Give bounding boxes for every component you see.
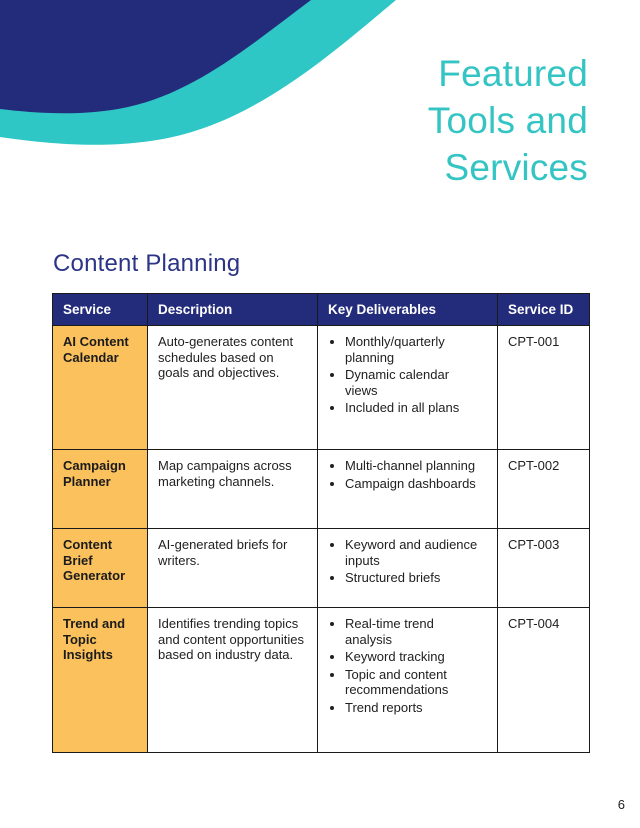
deliverables-list: [328, 334, 487, 416]
column-header-service-id: Service ID: [498, 294, 590, 326]
deliverables-list: [328, 458, 487, 491]
service-name-cell: Campaign Planner: [53, 450, 148, 529]
page-title-line: Tools and: [427, 100, 588, 141]
deliverable-item: • Dynamic calendar views: [345, 367, 487, 398]
deliverables-cell: [318, 608, 498, 753]
column-header-description: Description: [148, 294, 318, 326]
deliverable-item: • Trend reports: [345, 700, 487, 716]
description-cell: Auto-generates content schedules based on goals and objectives.: [148, 326, 318, 450]
service-name-cell: Trend and Topic Insights: [53, 608, 148, 753]
description-cell: AI-generated briefs for writers.: [148, 529, 318, 608]
deliverable-item: • Real-time trend analysis: [345, 616, 487, 647]
deliverable-item: • Structured briefs: [345, 570, 487, 586]
table-row: [53, 529, 590, 608]
deliverable-item: • Monthly/quarterly planning: [345, 334, 487, 365]
deliverable-item: • Multi-channel planning: [345, 458, 487, 474]
description-cell: Identifies trending topics and content opportunities based on industry data.: [148, 608, 318, 753]
deliverables-cell: [318, 450, 498, 529]
service-id-cell: CPT-001: [498, 326, 590, 450]
section-heading: Content Planning: [53, 249, 241, 277]
table-row: [53, 608, 590, 753]
table-row: [53, 326, 590, 450]
column-header-key-deliverables: Key Deliverables: [318, 294, 498, 326]
service-id-cell: CPT-004: [498, 608, 590, 753]
deliverable-item: • Included in all plans: [345, 400, 487, 416]
description-cell: Map campaigns across marketing channels.: [148, 450, 318, 529]
page-title: [428, 50, 588, 191]
service-id-cell: CPT-003: [498, 529, 590, 608]
page-title-line: Featured: [438, 53, 588, 94]
service-name-cell: Content Brief Generator: [53, 529, 148, 608]
column-header-service: Service: [53, 294, 148, 326]
table-row: [53, 450, 590, 529]
deliverables-cell: [318, 529, 498, 608]
deliverable-item: • Topic and content recommendations: [345, 667, 487, 698]
page-number: 6: [617, 797, 625, 812]
deliverables-list: [328, 616, 487, 716]
table-header-row: [53, 294, 590, 326]
deliverable-item: • Keyword and audience inputs: [345, 537, 487, 568]
page-title-line: Services: [444, 147, 588, 188]
deliverable-item: • Keyword tracking: [345, 649, 487, 665]
services-table: [52, 293, 590, 753]
deliverable-item: • Campaign dashboards: [345, 476, 487, 492]
service-name-cell: AI Content Calendar: [53, 326, 148, 450]
deliverables-cell: [318, 326, 498, 450]
deliverables-list: [328, 537, 487, 586]
service-id-cell: CPT-002: [498, 450, 590, 529]
